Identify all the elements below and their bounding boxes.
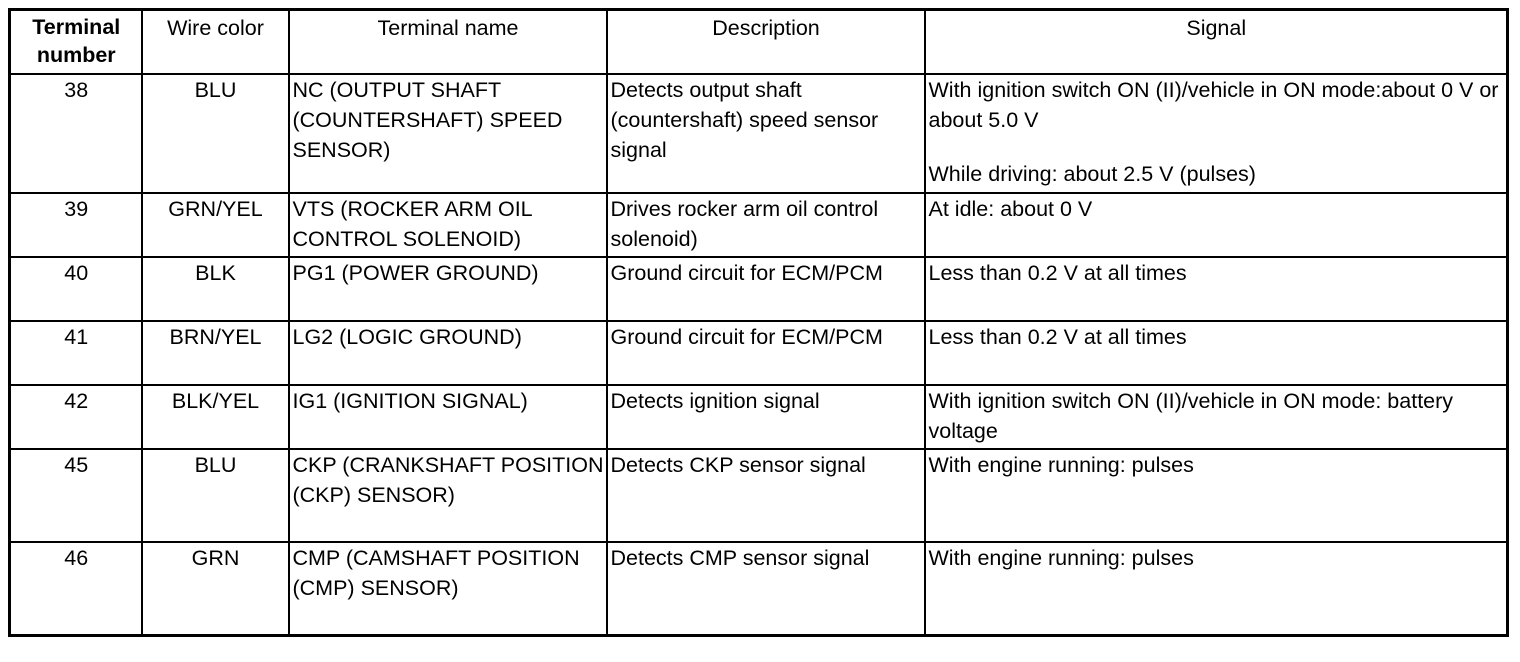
terminal-name-cell: CMP (CAMSHAFT POSITION (CMP) SENSOR) (289, 542, 607, 636)
description-cell: Ground circuit for ECM/PCM (607, 257, 925, 321)
terminal-name-cell: IG1 (IGNITION SIGNAL) (289, 385, 607, 449)
terminal-number-cell: 42 (10, 385, 142, 449)
wire-color-cell: GRN (142, 542, 289, 636)
table-row (10, 74, 1508, 193)
header-terminal-number-line1: Terminal (32, 15, 121, 39)
table-row (10, 193, 1508, 257)
terminal-number-cell: 38 (10, 74, 142, 193)
wire-color-cell: BLU (142, 74, 289, 193)
wire-color-cell: GRN/YEL (142, 193, 289, 257)
table-row (10, 321, 1508, 385)
table-row (10, 385, 1508, 449)
terminal-name-cell: CKP (CRANKSHAFT POSITION (CKP) SENSOR) (289, 449, 607, 542)
header-wire-color: Wire color (142, 10, 289, 75)
header-row (10, 10, 1508, 75)
terminal-name-cell: NC (OUTPUT SHAFT (COUNTERSHAFT) SPEED SENSOR) (289, 74, 607, 193)
terminal-number-cell: 39 (10, 193, 142, 257)
wire-color-cell: BRN/YEL (142, 321, 289, 385)
signal-cell (925, 449, 1508, 542)
terminal-number-cell: 45 (10, 449, 142, 542)
description-cell: Detects output shaft (countershaft) speed sensor signal (607, 74, 925, 193)
signal-text: With engine running: pulses (928, 453, 1194, 477)
description-cell: Detects ignition signal (607, 385, 925, 449)
description-cell: Drives rocker arm oil control solenoid) (607, 193, 925, 257)
signal-text: At idle: about 0 V (928, 197, 1093, 221)
signal-cell (925, 385, 1508, 449)
terminal-number-cell: 40 (10, 257, 142, 321)
signal-text: With ignition switch ON (II)/vehicle in ON mode:about 0 V or about 5.0 V (928, 78, 1499, 132)
header-terminal-number-line2: number (36, 43, 116, 67)
signal-text: With engine running: pulses (928, 546, 1194, 570)
header-terminal-name: Terminal name (289, 10, 607, 75)
terminal-name-cell: LG2 (LOGIC GROUND) (289, 321, 607, 385)
header-terminal-number (10, 10, 142, 75)
wire-color-cell: BLK (142, 257, 289, 321)
description-cell: Detects CKP sensor signal (607, 449, 925, 542)
terminal-table-container (8, 8, 1509, 637)
signal-cell (925, 321, 1508, 385)
header-description: Description (607, 10, 925, 75)
terminal-name-cell: PG1 (POWER GROUND) (289, 257, 607, 321)
description-cell: Detects CMP sensor signal (607, 542, 925, 636)
description-cell: Ground circuit for ECM/PCM (607, 321, 925, 385)
wire-color-cell: BLK/YEL (142, 385, 289, 449)
signal-cell (925, 74, 1508, 193)
table-row (10, 257, 1508, 321)
signal-text: While driving: about 2.5 V (pulses) (928, 162, 1256, 186)
signal-cell (925, 542, 1508, 636)
signal-cell (925, 257, 1508, 321)
terminal-number-cell: 46 (10, 542, 142, 636)
signal-cell (925, 193, 1508, 257)
terminal-number-cell: 41 (10, 321, 142, 385)
wire-color-cell: BLU (142, 449, 289, 542)
signal-text: With ignition switch ON (II)/vehicle in ON mode: battery voltage (928, 389, 1454, 443)
table-row (10, 449, 1508, 542)
header-signal: Signal (925, 10, 1508, 75)
terminal-name-cell: VTS (ROCKER ARM OIL CONTROL SOLENOID) (289, 193, 607, 257)
terminal-table (8, 8, 1509, 637)
table-row (10, 542, 1508, 636)
signal-text: Less than 0.2 V at all times (928, 325, 1187, 349)
signal-text: Less than 0.2 V at all times (928, 261, 1187, 285)
